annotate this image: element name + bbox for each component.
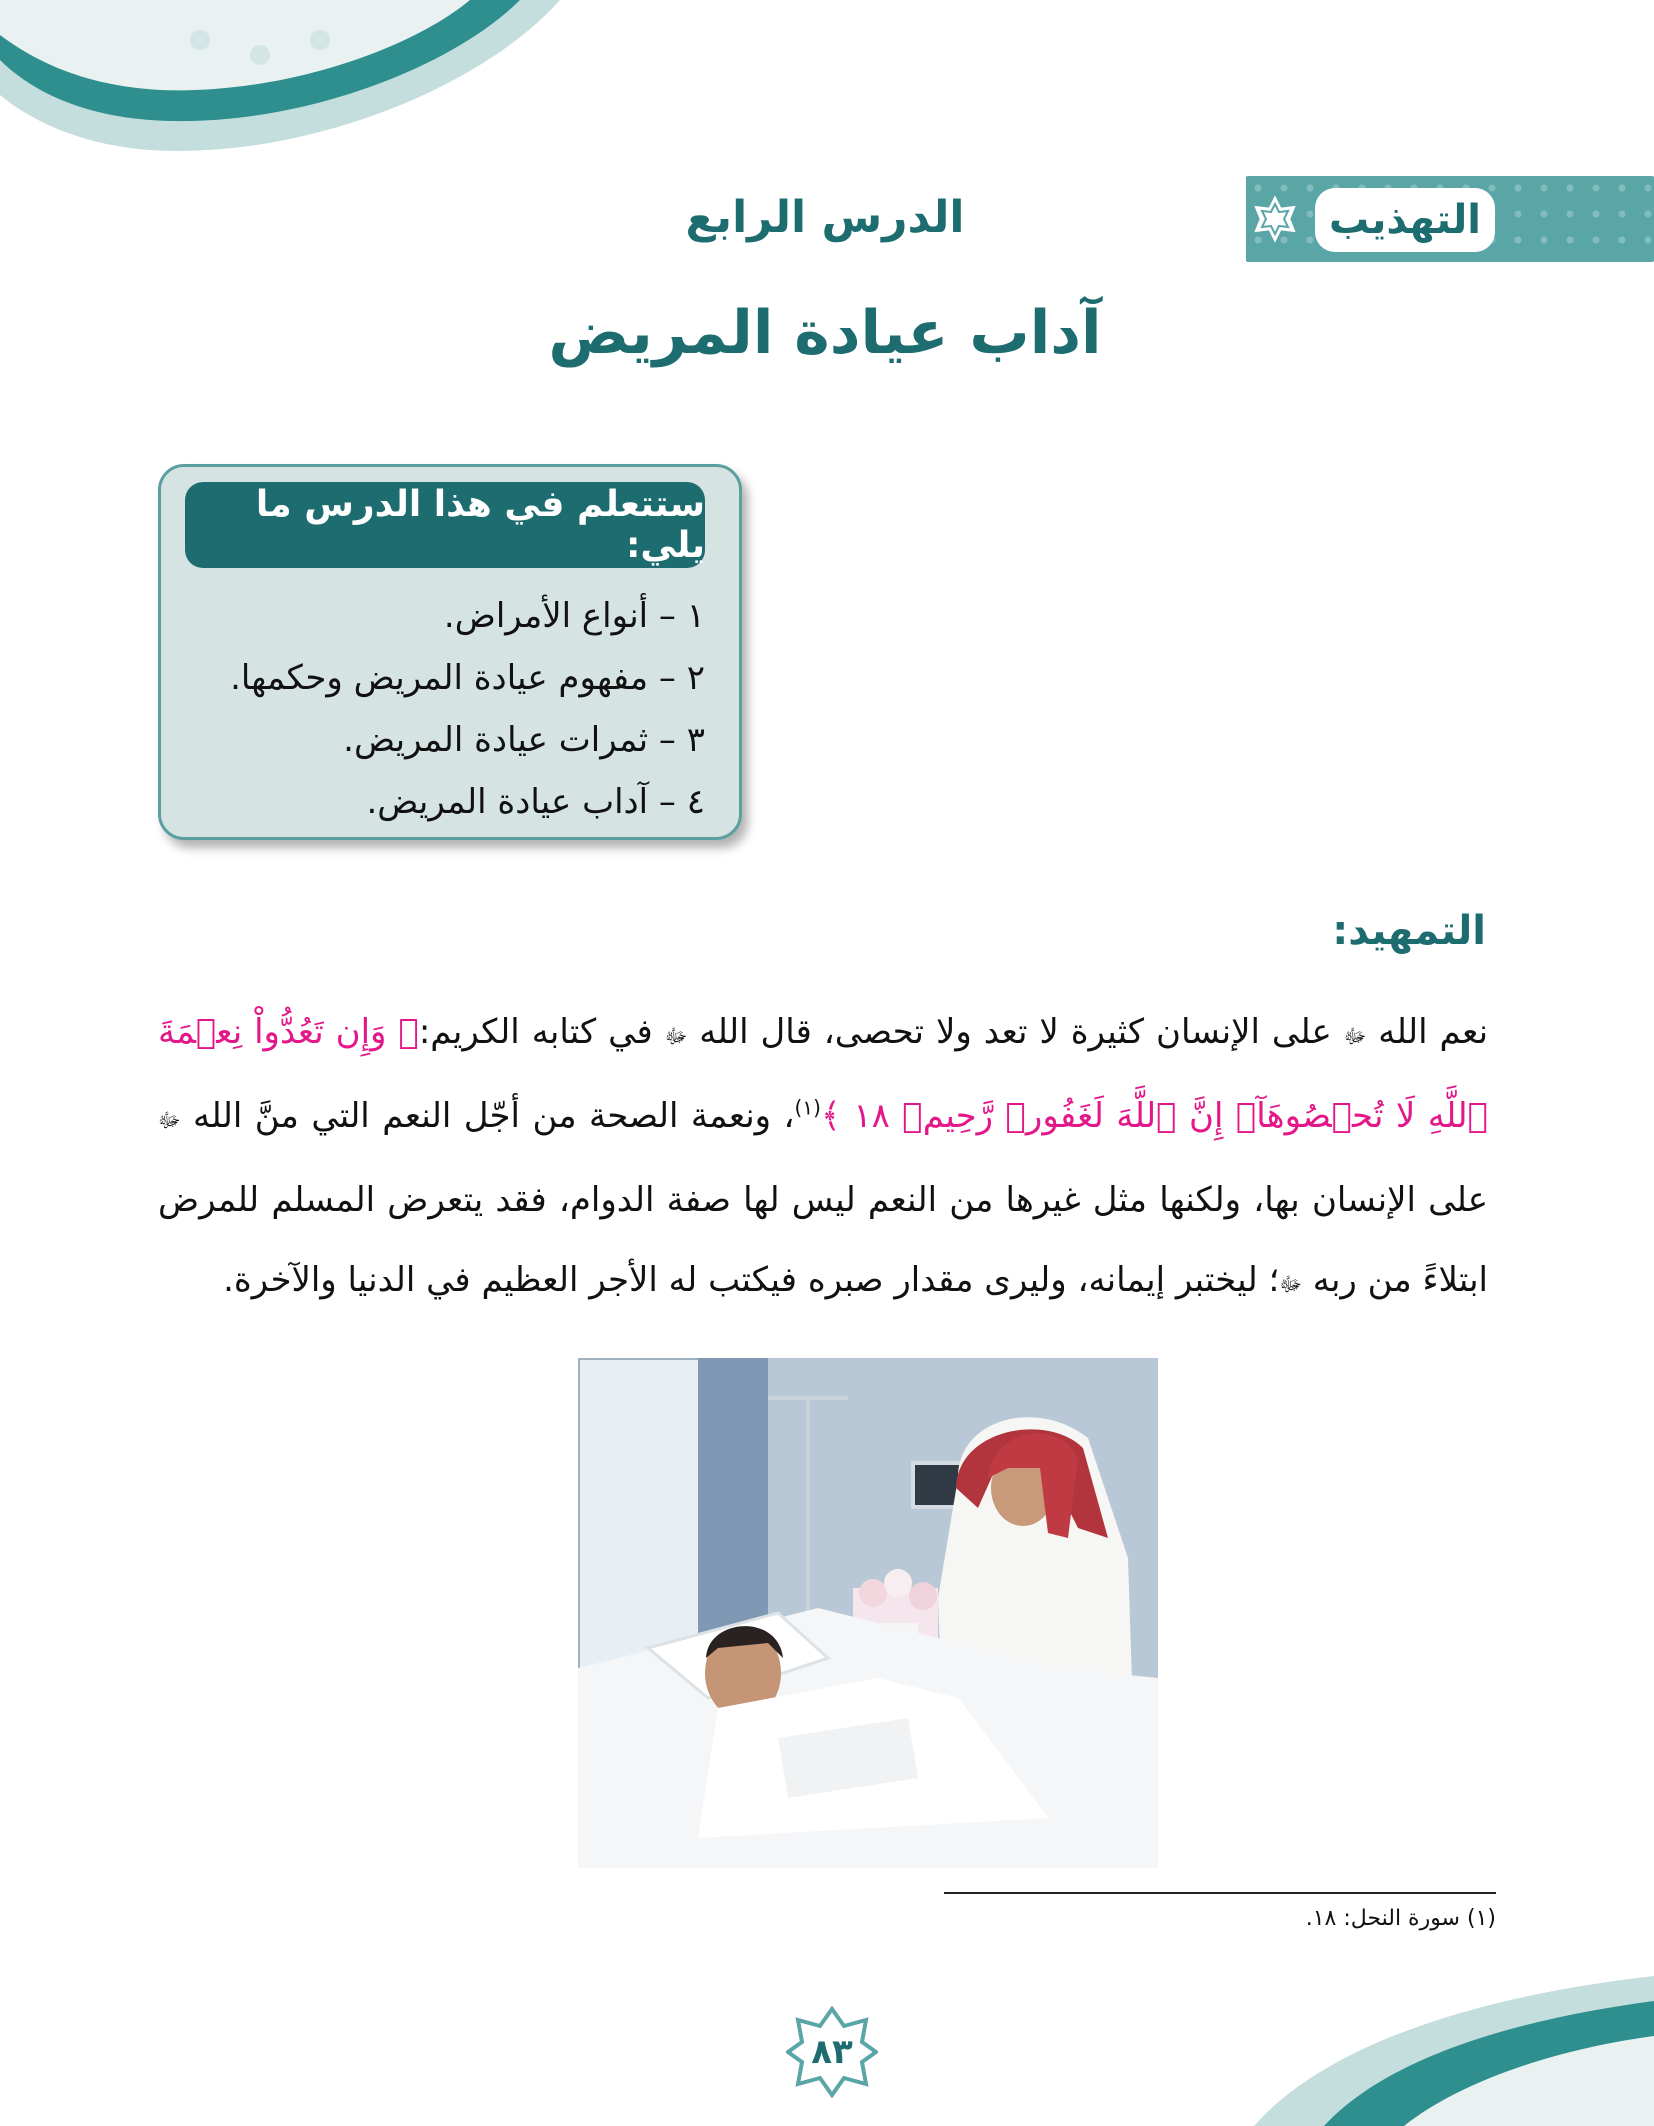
intro-text: ؛ ليختبر إيمانه، وليرى مقدار صبره فيكتب له الأجر العظيم في الدنيا والآخرة. bbox=[223, 1260, 1280, 1300]
intro-heading: التمهيد: bbox=[1332, 908, 1486, 954]
objectives-list bbox=[230, 585, 705, 833]
intro-paragraph bbox=[158, 992, 1488, 1324]
objectives-title: ستتعلم في هذا الدرس ما يلي: bbox=[185, 482, 705, 568]
intro-text: نعم الله bbox=[1378, 1012, 1489, 1052]
footnote-separator bbox=[944, 1892, 1496, 1894]
list-item: ٣ – ثمرات عيادة المريض. bbox=[343, 720, 705, 760]
quran-verse: ﴿ وَإِن تَعُدُّواْ نِعۡمَةَ ٱللَّهِ لَا تُحۡصُوهَآۗ إِنَّ ٱللَّهَ لَغَفُورٞ رَّحِيمٞ ١٨ ﴾ bbox=[158, 1012, 1489, 1136]
list-item: ٤ – آداب عيادة المريض. bbox=[366, 782, 705, 822]
list-item: ٢ – مفهوم عيادة المريض وحكمها. bbox=[230, 658, 705, 698]
intro-text: ، ونعمة الصحة من أجّل النعم التي منَّ الله bbox=[193, 1096, 795, 1136]
footnote-reference: (١) bbox=[794, 1095, 821, 1120]
list-item: ١ – أنواع الأمراض. bbox=[443, 596, 705, 636]
intro-text: على الإنسان كثيرة لا تعد ولا تحصى، قال الله bbox=[699, 1012, 1332, 1052]
hospital-visit-photo bbox=[578, 1358, 1158, 1868]
page-number: ٨٣ bbox=[811, 2032, 853, 2072]
objectives-box bbox=[158, 464, 742, 840]
honorific-glyph: ﷻ bbox=[664, 1024, 688, 1048]
honorific-glyph: ﷻ bbox=[1343, 1024, 1367, 1048]
subject-label: التهذيب bbox=[1315, 188, 1495, 252]
lesson-number: الدرس الرابع bbox=[685, 192, 965, 243]
intro-text: في كتابه الكريم: bbox=[418, 1012, 653, 1052]
ornament-icon bbox=[1246, 190, 1304, 248]
top-corner-decoration bbox=[0, 0, 560, 170]
honorific-glyph: ﷻ bbox=[1279, 1272, 1302, 1296]
footnote: (١) سورة النحل: ١٨. bbox=[1305, 1906, 1496, 1931]
lesson-title: آداب عيادة المريض bbox=[548, 298, 1102, 368]
honorific-glyph: ﷻ bbox=[158, 1108, 181, 1132]
bottom-corner-decoration bbox=[1214, 1976, 1654, 2126]
intro-text: على الإنسان بها، ولكنها مثل غيرها من النعم ليس لها صفة الدوام، فقد يتعرض المسلم للمرض ابتلاءً من ربه bbox=[158, 1180, 1488, 1300]
